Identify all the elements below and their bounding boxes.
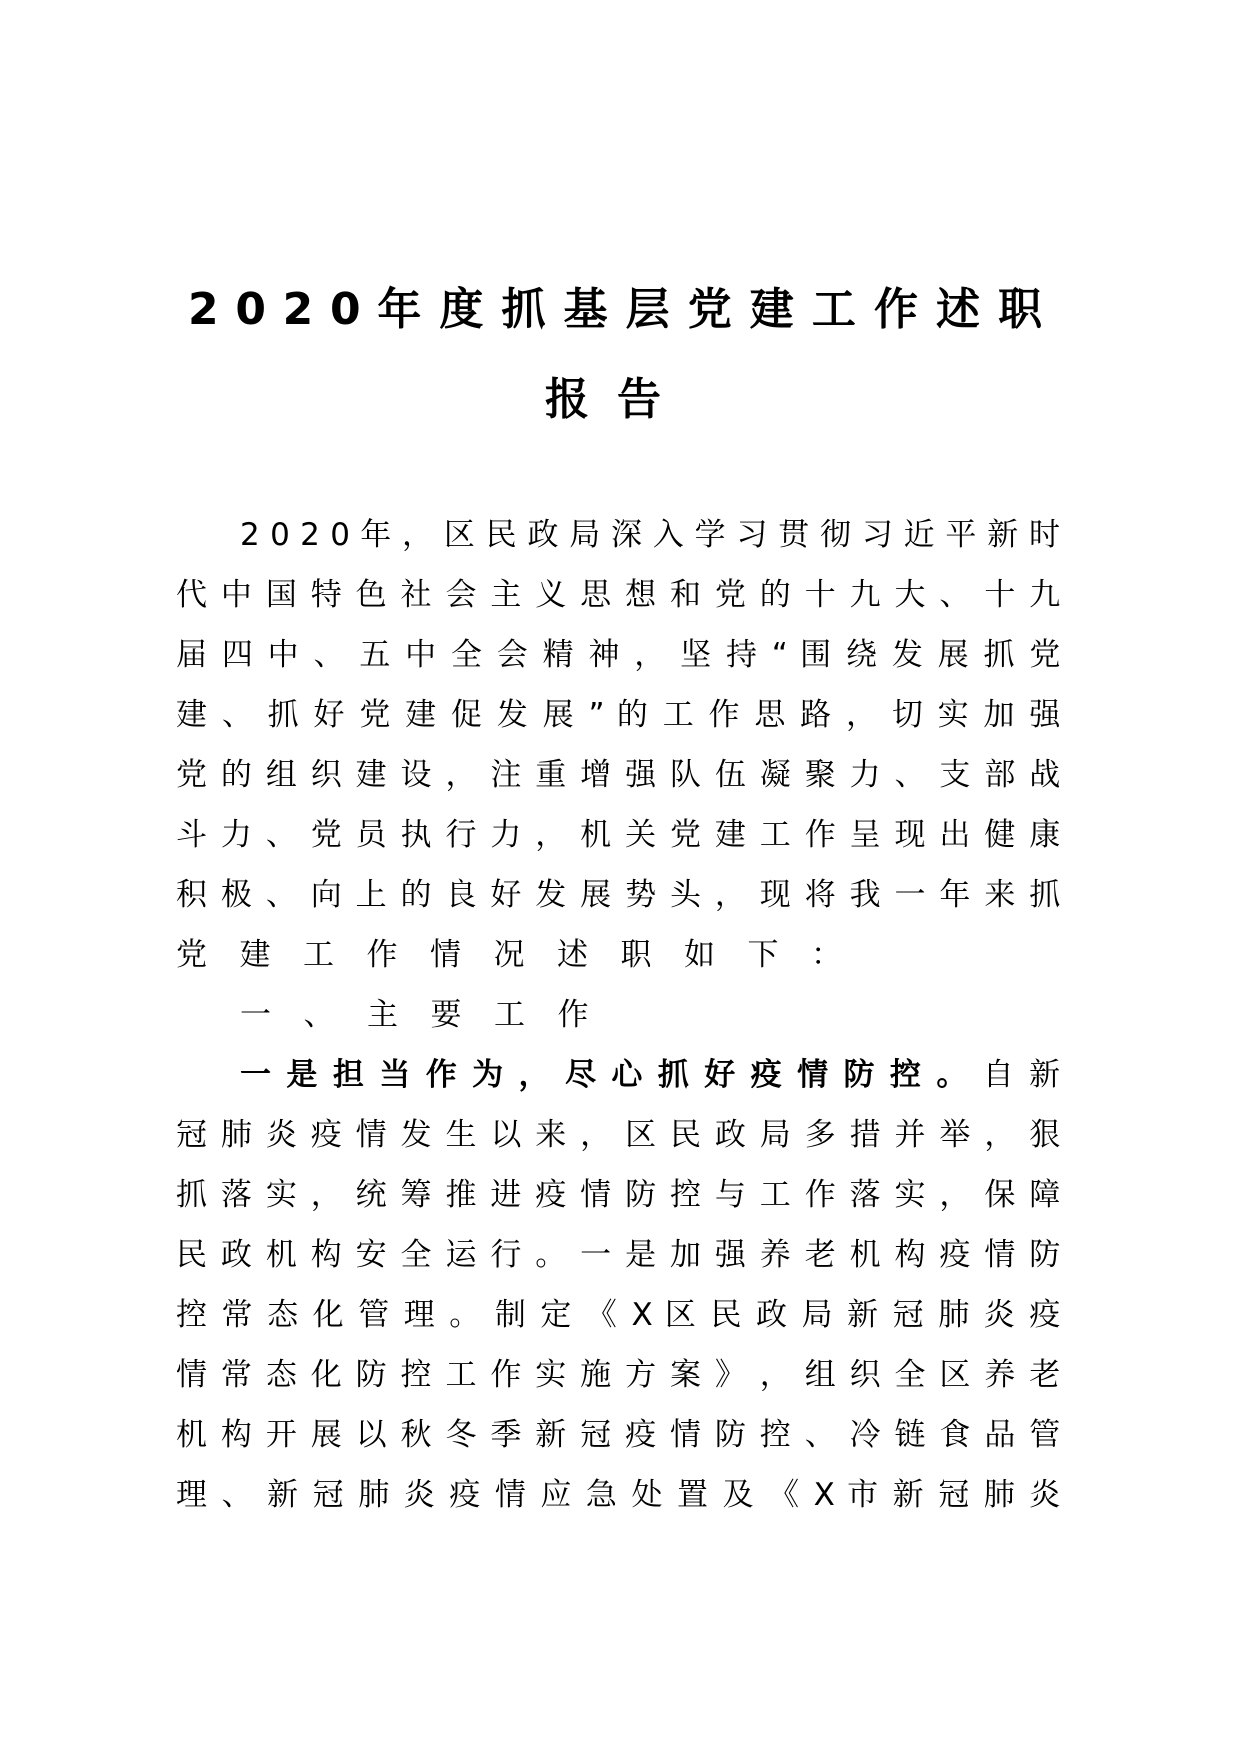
- body-line: 届 四 中 、 五 中 全 会 精 神 ， 坚 持 “ 围 绕 发 展 抓 党: [176, 637, 1061, 673]
- document-title-line-1: 2 0 2 0 年 度 抓 基 层 党 建 工 作 述 职: [188, 284, 1043, 335]
- body-line: 情 常 态 化 防 控 工 作 实 施 方 案 》 ， 组 织 全 区 养 老: [176, 1357, 1061, 1393]
- body-line: 建 、 抓 好 党 建 促 发 展 ” 的 工 作 思 路 ， 切 实 加 强: [176, 697, 1061, 733]
- body-line: 控 常 态 化 管 理 。 制 定 《 X 区 民 政 局 新 冠 肺 炎 疫: [176, 1297, 1061, 1333]
- body-line: 2 0 2 0 年 ， 区 民 政 局 深 入 学 习 贯 彻 习 近 平 新 时: [240, 517, 1060, 553]
- body-line: 抓 落 实 ， 统 筹 推 进 疫 情 防 控 与 工 作 落 实 ， 保 障: [176, 1177, 1061, 1213]
- body-line: 积 极 、 向 上 的 良 好 发 展 势 头 ， 现 将 我 一 年 来 抓: [176, 877, 1061, 913]
- body-line: 代 中 国 特 色 社 会 主 义 思 想 和 党 的 十 九 大 、 十 九: [176, 577, 1061, 613]
- body-line: 冠 肺 炎 疫 情 发 生 以 来 ， 区 民 政 局 多 措 并 举 ， 狠: [176, 1117, 1061, 1153]
- body-line: 斗 力 、 党 员 执 行 力 ， 机 关 党 建 工 作 呈 现 出 健 康: [176, 817, 1061, 853]
- body-line-with-bold-lead: 一 是 担 当 作 为 ， 尽 心 抓 好 疫 情 防 控 。 自 新: [240, 1057, 1061, 1093]
- body-line: 民 政 机 构 安 全 运 行 。 一 是 加 强 养 老 机 构 疫 情 防: [176, 1237, 1061, 1273]
- body-line: 机 构 开 展 以 秋 冬 季 新 冠 疫 情 防 控 、 冷 链 食 品 管: [176, 1417, 1061, 1453]
- section-heading: 一、主要工作: [240, 997, 621, 1033]
- body-line: 党建工作情况述职如下：: [176, 937, 875, 973]
- body-line: 理 、 新 冠 肺 炎 疫 情 应 急 处 置 及 《 X 市 新 冠 肺 炎: [176, 1477, 1061, 1513]
- body-line: 党 的 组 织 建 设 ， 注 重 增 强 队 伍 凝 聚 力 、 支 部 战: [176, 757, 1061, 793]
- document-title-line-2: 报告: [545, 374, 689, 425]
